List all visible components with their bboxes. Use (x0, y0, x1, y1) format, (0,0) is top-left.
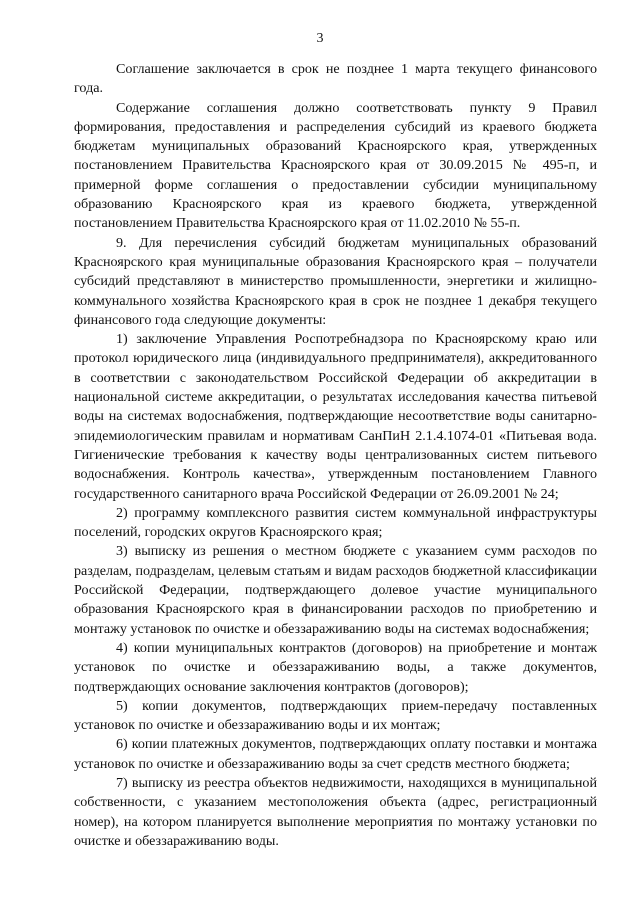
list-item-4: 4) копии муниципальных контрактов (договоров) на приобретение и монтаж установок по очистке и обеззараживанию воды, а также документов, подтверждающих основание заключения контрактов (договоров); (74, 639, 597, 695)
paragraph-item-9: 9. Для перечисления субсидий бюджетам муниципальных образований Красноярского края муниципальные образования Красноярского края – получатели субсидий представляют в министерство промышленности, энергетики и жилищно-коммунального хозяйства Красноярского края в срок не позднее 1 декабря текущего финансового года следующие документы: (74, 234, 597, 328)
list-item-1: 1) заключение Управления Роспотребнадзора по Красноярскому краю или протокол юридического лица (индивидуального предпринимателя), аккредитованного в соответствии с законодательством Российской Федерации об аккредитации в национальной системе аккредитации, о результатах исследования качества питьевой воды на системах водоснабжения, подтверждающие несоответствие воды санитарно-эпидемиологическим правилам и нормативам СанПиН 2.1.4.1074-01 «Питьевая вода. Гигиенические требования к качеству воды централизованных систем питьевого водоснабжения. Контроль качества», утвержденным постановлением Главного государственного санитарного врача Российской Федерации от 26.09.2001 № 24; (74, 331, 597, 502)
list-item-6: 6) копии платежных документов, подтверждающих оплату поставки и монтажа установок по очистке и обеззараживанию воды за счет средств местного бюджета; (74, 736, 597, 772)
page-number: 3 (316, 31, 324, 46)
paragraph-agreement-content: Содержание соглашения должно соответствовать пункту 9 Правил формирования, предоставления и распределения субсидий из краевого бюджета бюджетам муниципальных образований Красноярского края, утвержденных постановлением Правительства Красноярского края от 30.09.2015 № 495-п, и примерной форме соглашения о предоставлении субсидии муниципальному образованию Красноярского края из краевого бюджета, утвержденной постановлением Правительства Красноярского края от 11.02.2010 № 55-п. (74, 99, 597, 232)
list-item-2: 2) программу комплексного развития систем коммунальной инфраструктуры поселений, городских округов Красноярского края; (74, 504, 597, 541)
list-item-7: 7) выписку из реестра объектов недвижимости, находящихся в муниципальной собственности, с указанием местоположения объекта (адрес, регистрационный номер), на котором планируется выполнение мероприятия по монтажу установки по очистке и обеззараживанию воды. (74, 774, 597, 849)
list-item-3: 3) выписку из решения о местном бюджете с указанием сумм расходов по разделам, подразделам, целевым статьям и видам расходов бюджетной классификации Российской Федерации, подтверждающего долевое участие муниципального образования Красноярского края в финансировании расходов по приобретению и монтажу установок по очистке и обеззараживанию воды на системах водоснабжения; (74, 543, 597, 637)
document-body (74, 60, 597, 851)
list-item-5: 5) копии документов, подтверждающих прием-передачу поставленных установок по очистке и обеззараживанию воды и их монтаж; (74, 697, 597, 734)
paragraph-agreement-deadline: Соглашение заключается в срок не позднее 1 марта текущего финансового года. (74, 61, 597, 97)
